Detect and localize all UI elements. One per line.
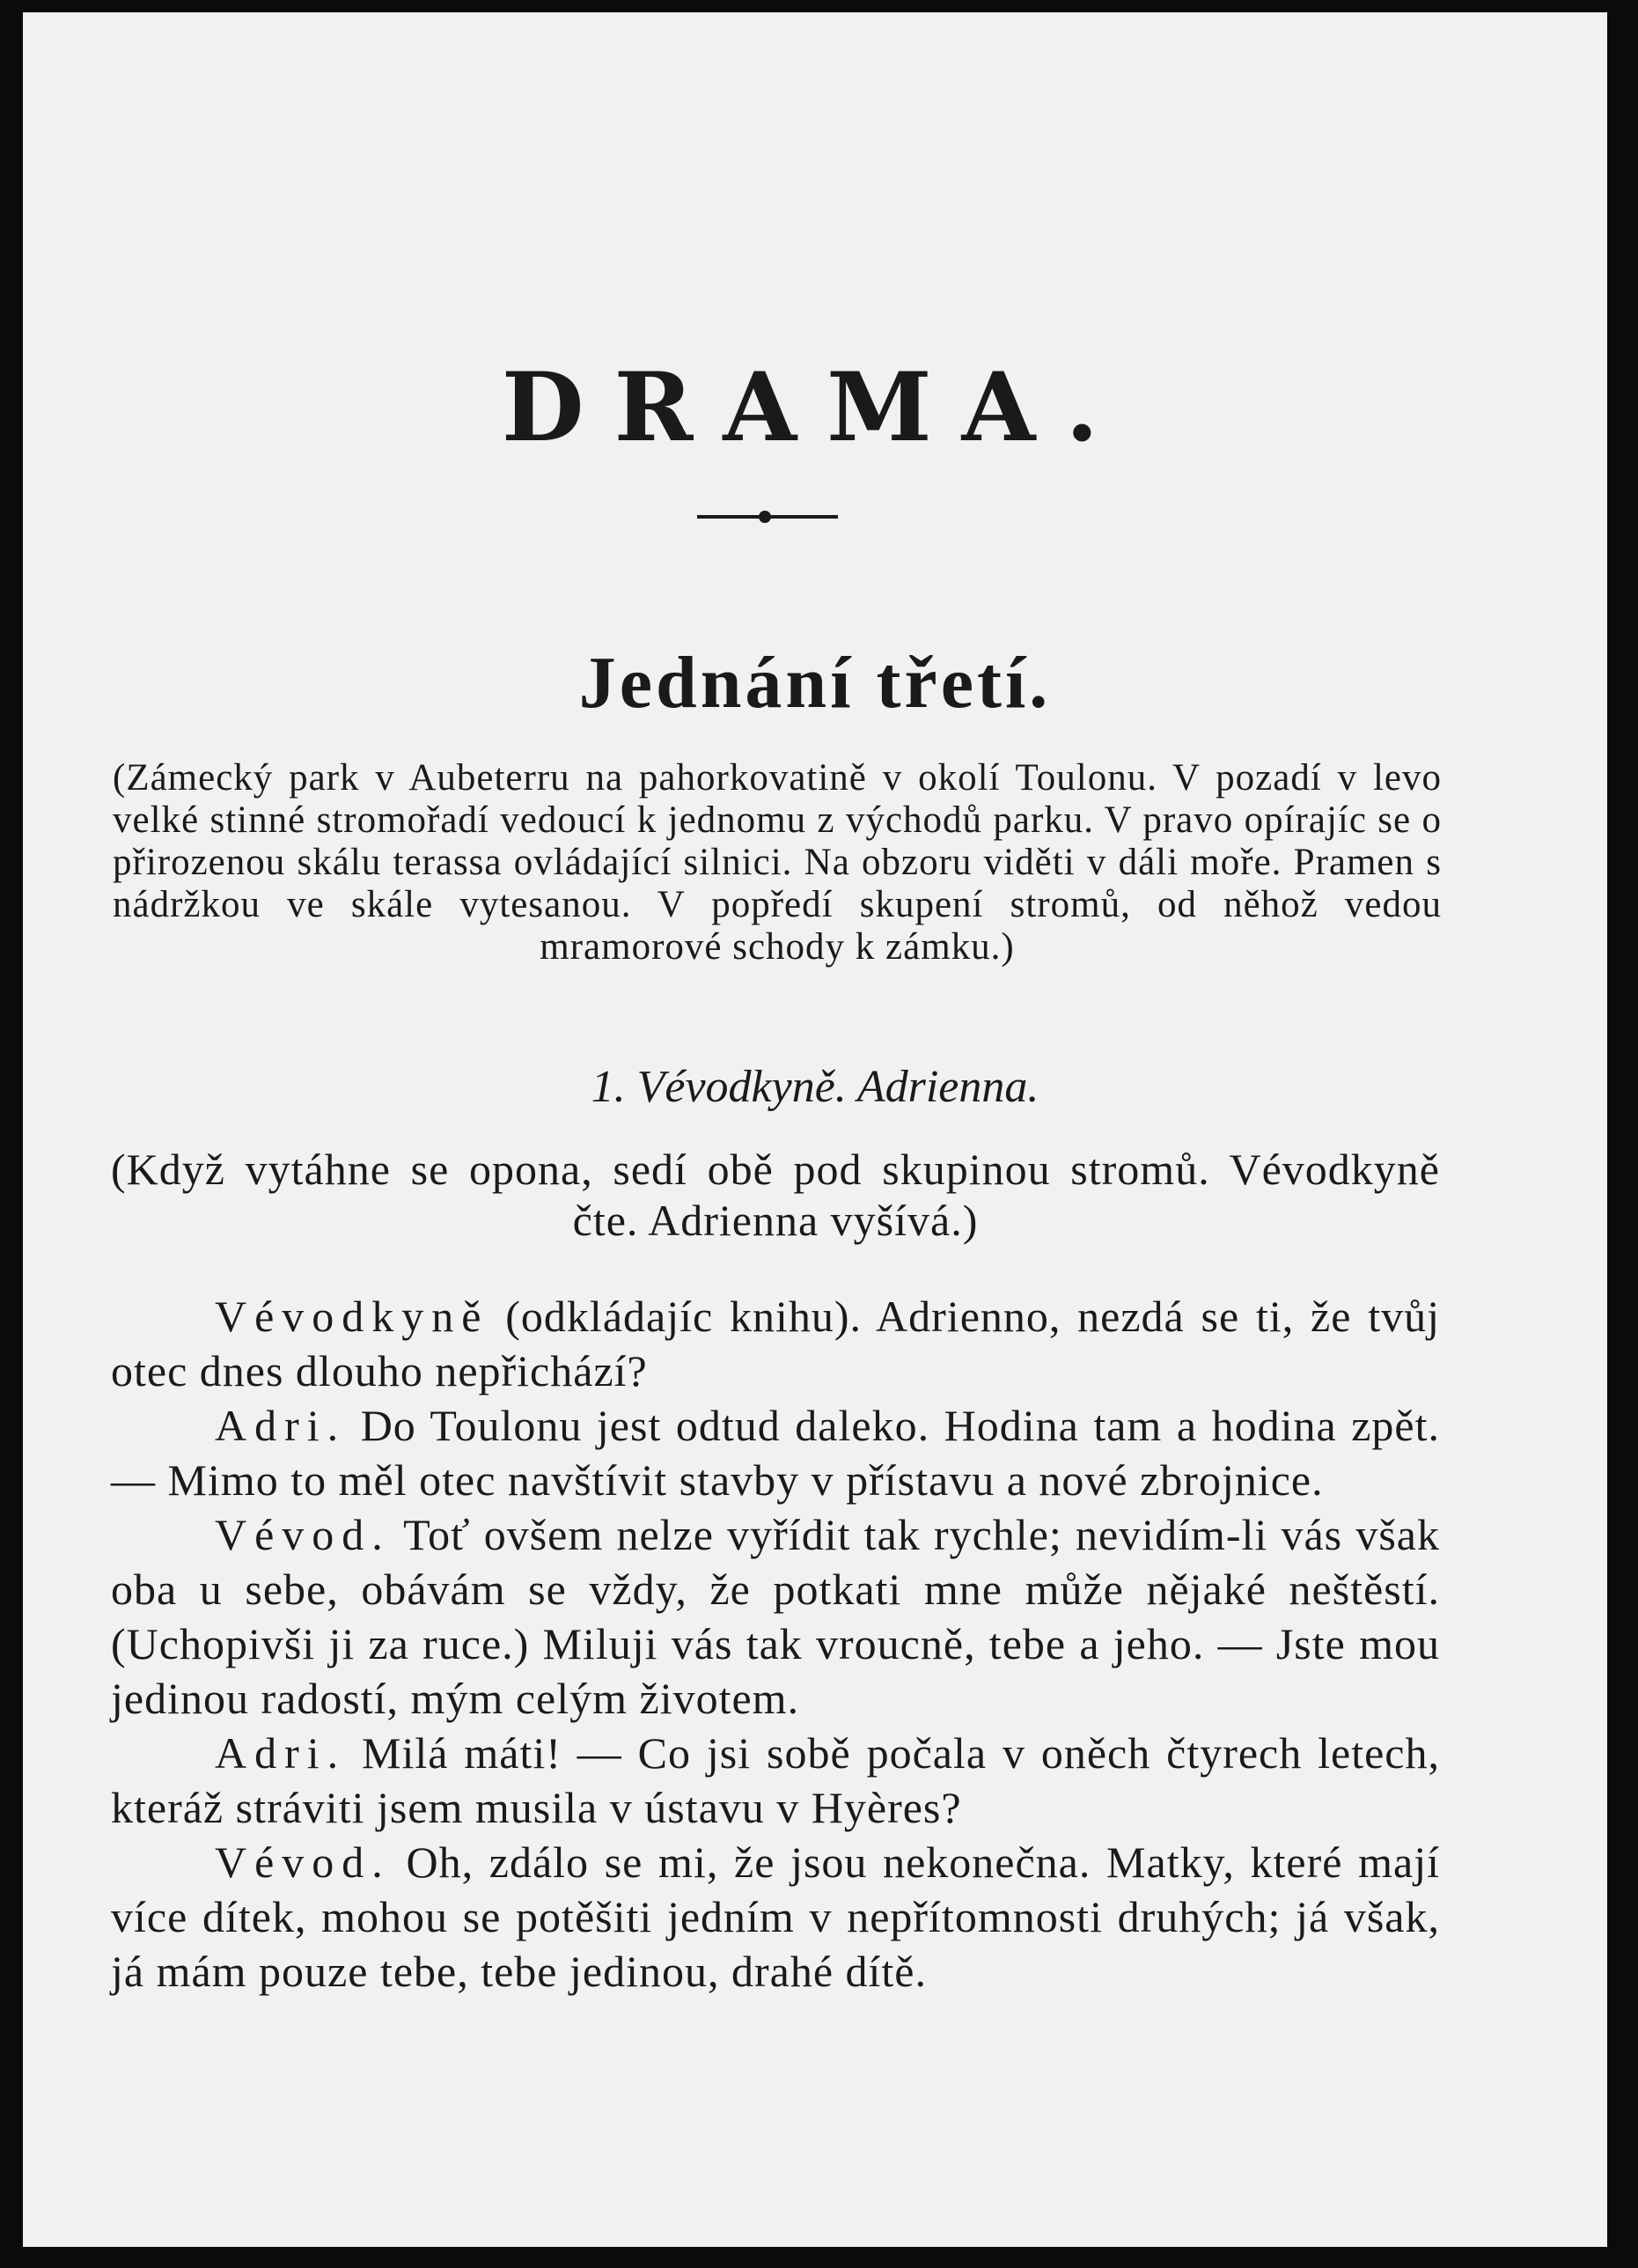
line-text: Do Toulonu jest odtud daleko. Hodina tam a hodina zpět. — Mimo to měl otec navštívit stavby v přístavu a nové zbrojnice. xyxy=(111,1401,1440,1505)
line-text: Oh, zdálo se mi, že jsou nekonečna. Matky, které mají více dítek, mohou se potěšiti jedním v nepřítomnosti druhých; já však, já mám pouze tebe, tebe jedinou, drahé dítě. xyxy=(111,1837,1440,1996)
dialogue-line xyxy=(111,1835,1440,1999)
page-title: DRAMA. xyxy=(501,352,1129,463)
line-text: (odkládajíc knihu). Adrienno, nezdá se ti, že tvůj otec dnes dlouho nepřichází? xyxy=(111,1292,1440,1395)
dialogue-line xyxy=(111,1726,1440,1835)
scene-direction: (Když vytáhne se opona, sedí obě pod skupinou stromů. Vévodkyně čte. Adrienna vyšívá.) xyxy=(111,1145,1440,1245)
dialogue xyxy=(111,1289,1440,1999)
dialogue-line xyxy=(111,1289,1440,1398)
scene-heading: 1. Vévodkyně. Adrienna. xyxy=(591,1062,1039,1112)
speaker-name: Adri. xyxy=(215,1728,347,1778)
line-text: Milá máti! — Co jsi sobě počala v oněch čtyrech letech, kteráž stráviti jsem musila v ústavu v Hyères? xyxy=(111,1728,1440,1832)
speaker-name: Vévod. xyxy=(215,1837,391,1887)
stage-direction: (Zámecký park v Aubeterru na pahorkovatině v okolí Toulonu. V pozadí v levo velké stinné stromořadí vedoucí k jednomu z východů parku. V pravo opírajíc se o přirozenou skálu terassa ovládající silnici. Na obzoru viděti v dáli moře. Pramen s nádržkou ve skále vytesanou. V popředí skupení stromů, od něhož vedou mramorové schody k zámku.) xyxy=(113,757,1442,968)
speaker-name: Vévodkyně xyxy=(215,1292,489,1341)
dialogue-line xyxy=(111,1507,1440,1726)
speaker-name: Adri. xyxy=(215,1401,347,1450)
book-page xyxy=(23,12,1607,2247)
line-text: Toť ovšem nelze vyřídit tak rychle; nevidím-li vás však oba u sebe, obávám se vždy, že potkati mne může nějaké neštěstí. (Uchopivši ji za ruce.) Miluji vás tak vroucně, tebe a jeho. — Jste mou jedinou radostí, mým celým životem. xyxy=(111,1510,1440,1723)
act-heading: Jednání třetí. xyxy=(578,642,1052,724)
speaker-name: Vévod. xyxy=(215,1510,391,1559)
dialogue-line xyxy=(111,1398,1440,1507)
divider-ornament-dot xyxy=(759,511,771,523)
